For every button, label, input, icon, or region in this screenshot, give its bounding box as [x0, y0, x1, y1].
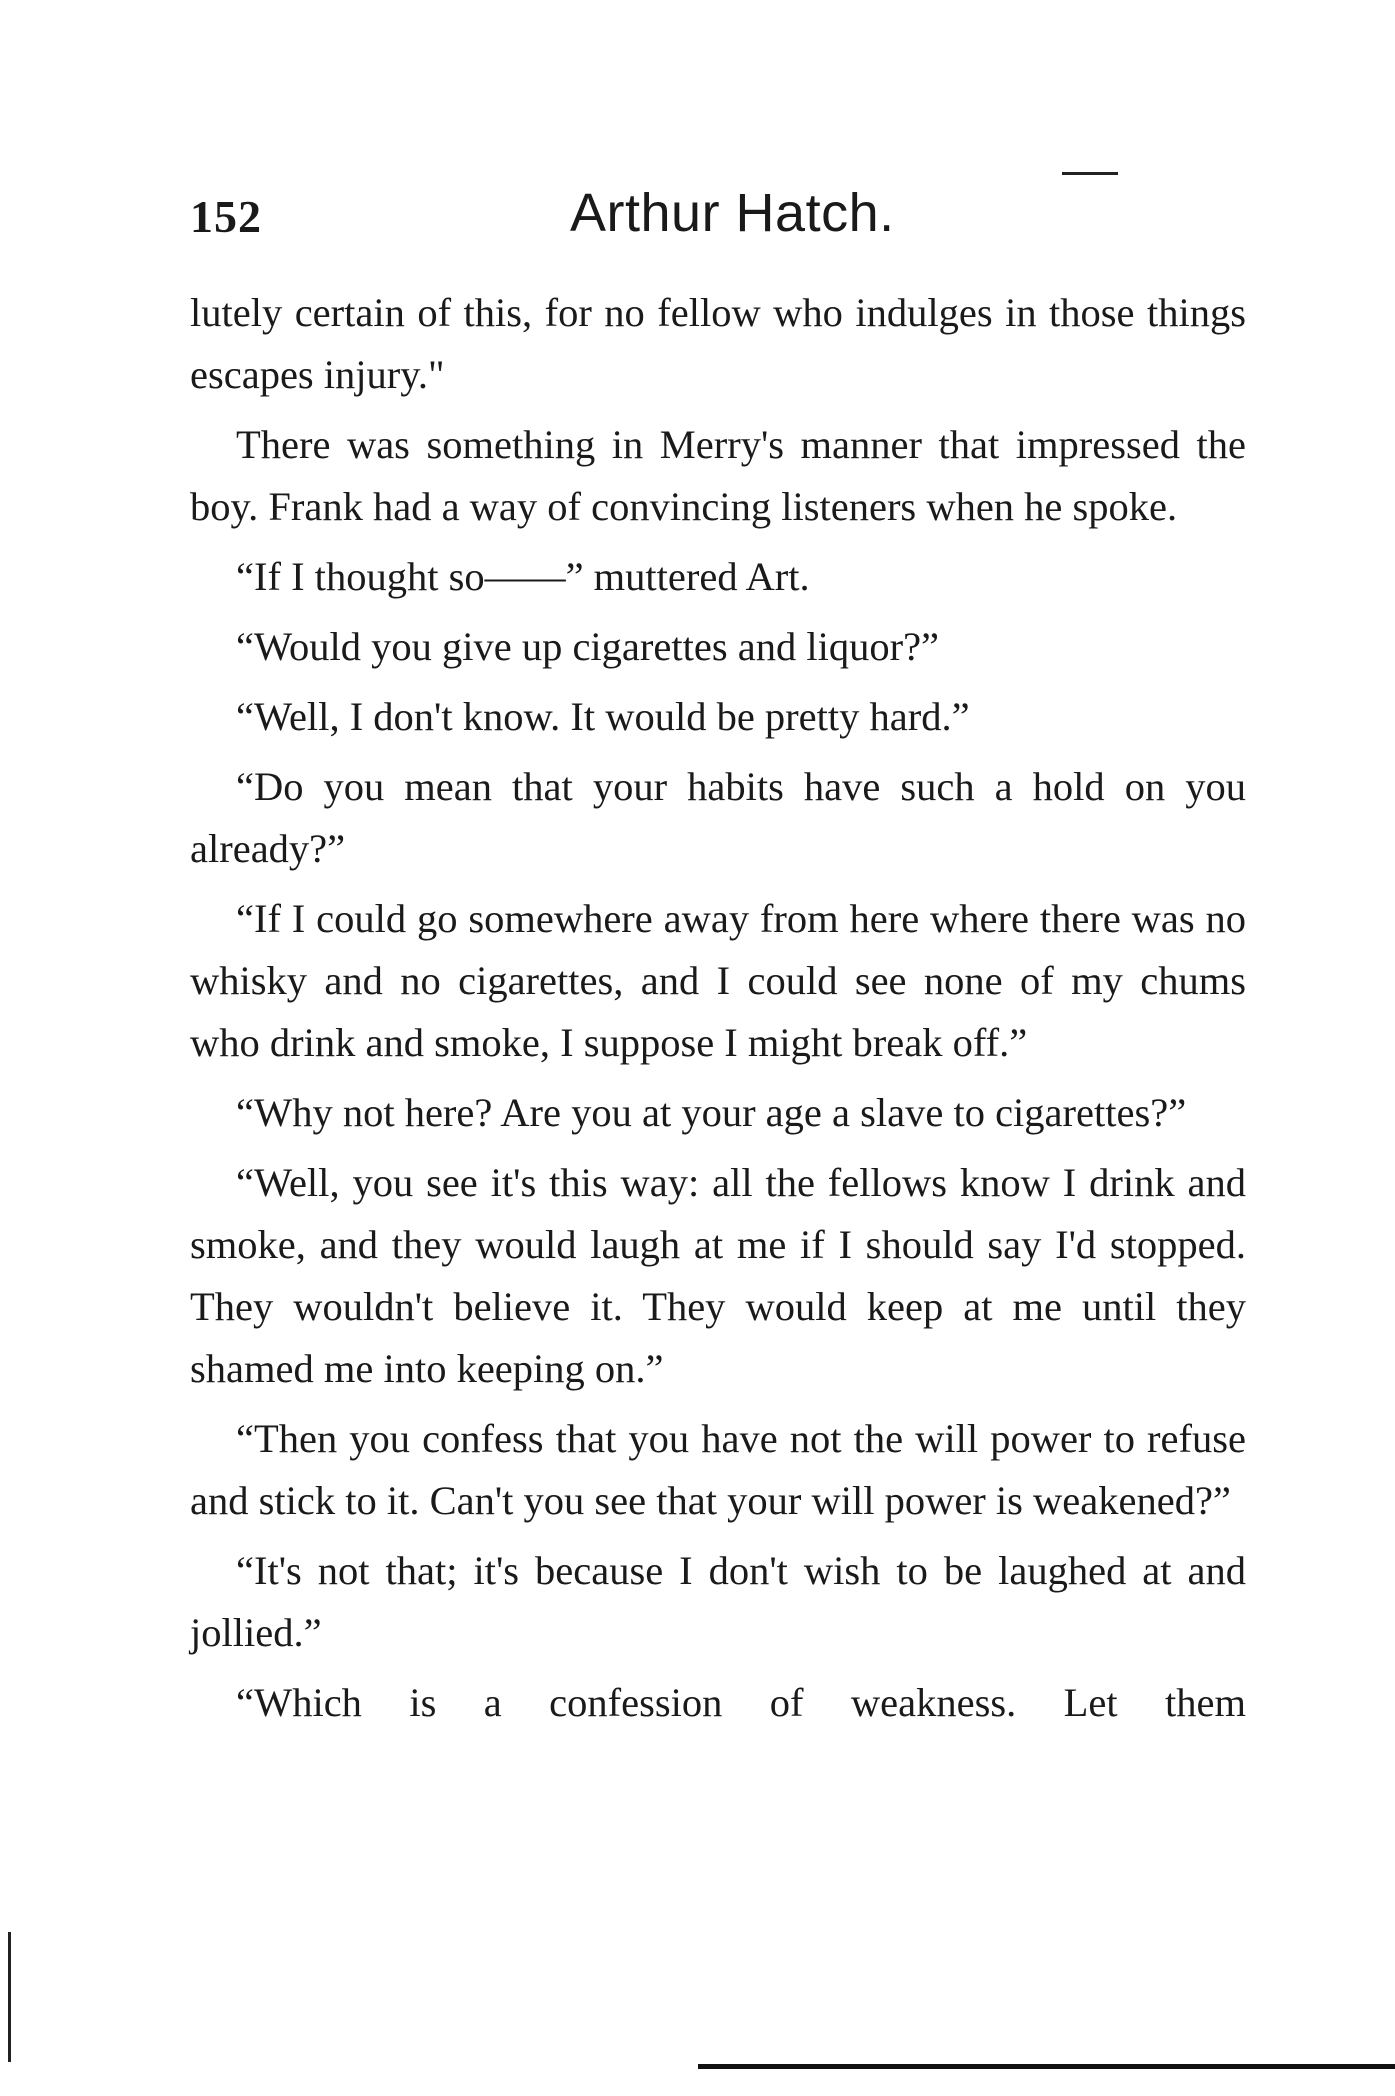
body-text	[190, 282, 1246, 1742]
paragraph: “Which is a confession of weakness. Let them	[236, 1680, 1246, 1725]
paragraph: “Do you mean that your habits have such a hold on you already?”	[190, 764, 1246, 871]
printer-mark	[1062, 172, 1118, 175]
paragraph: “It's not that; it's because I don't wish to be laughed at and jollied.”	[190, 1548, 1246, 1655]
page-number: 152	[190, 191, 262, 242]
margin-rule	[8, 1932, 11, 2062]
paragraph: “If I could go somewhere away from here where there was no whisky and no cigarettes, and I could see none of my chums who drink and smoke, I suppose I might break off.”	[190, 896, 1246, 1065]
bottom-rule	[698, 2064, 1395, 2069]
paragraph: “Would you give up cigarettes and liquor?”	[236, 624, 940, 669]
paragraph: “Then you confess that you have not the will power to refuse and stick to it. Can't you see that your will power is weakened?”	[190, 1416, 1246, 1523]
page-header	[190, 182, 1250, 252]
paragraph: “Well, I don't know. It would be pretty hard.”	[236, 694, 970, 739]
paragraph: “If I thought so——” muttered Art.	[236, 554, 810, 599]
paragraph: lutely certain of this, for no fellow who indulges in those things escapes injury."	[190, 290, 1246, 397]
running-head: Arthur Hatch.	[570, 183, 895, 243]
paragraph: There was something in Merry's manner that impressed the boy. Frank had a way of convincing listeners when he spoke.	[190, 422, 1246, 529]
paragraph: “Why not here? Are you at your age a slave to cigarettes?”	[236, 1090, 1187, 1135]
paragraph: “Well, you see it's this way: all the fellows know I drink and smoke, and they would laugh at me if I should say I'd stopped. They wouldn't believe it. They would keep at me until they shamed me into keeping on.”	[190, 1160, 1246, 1391]
